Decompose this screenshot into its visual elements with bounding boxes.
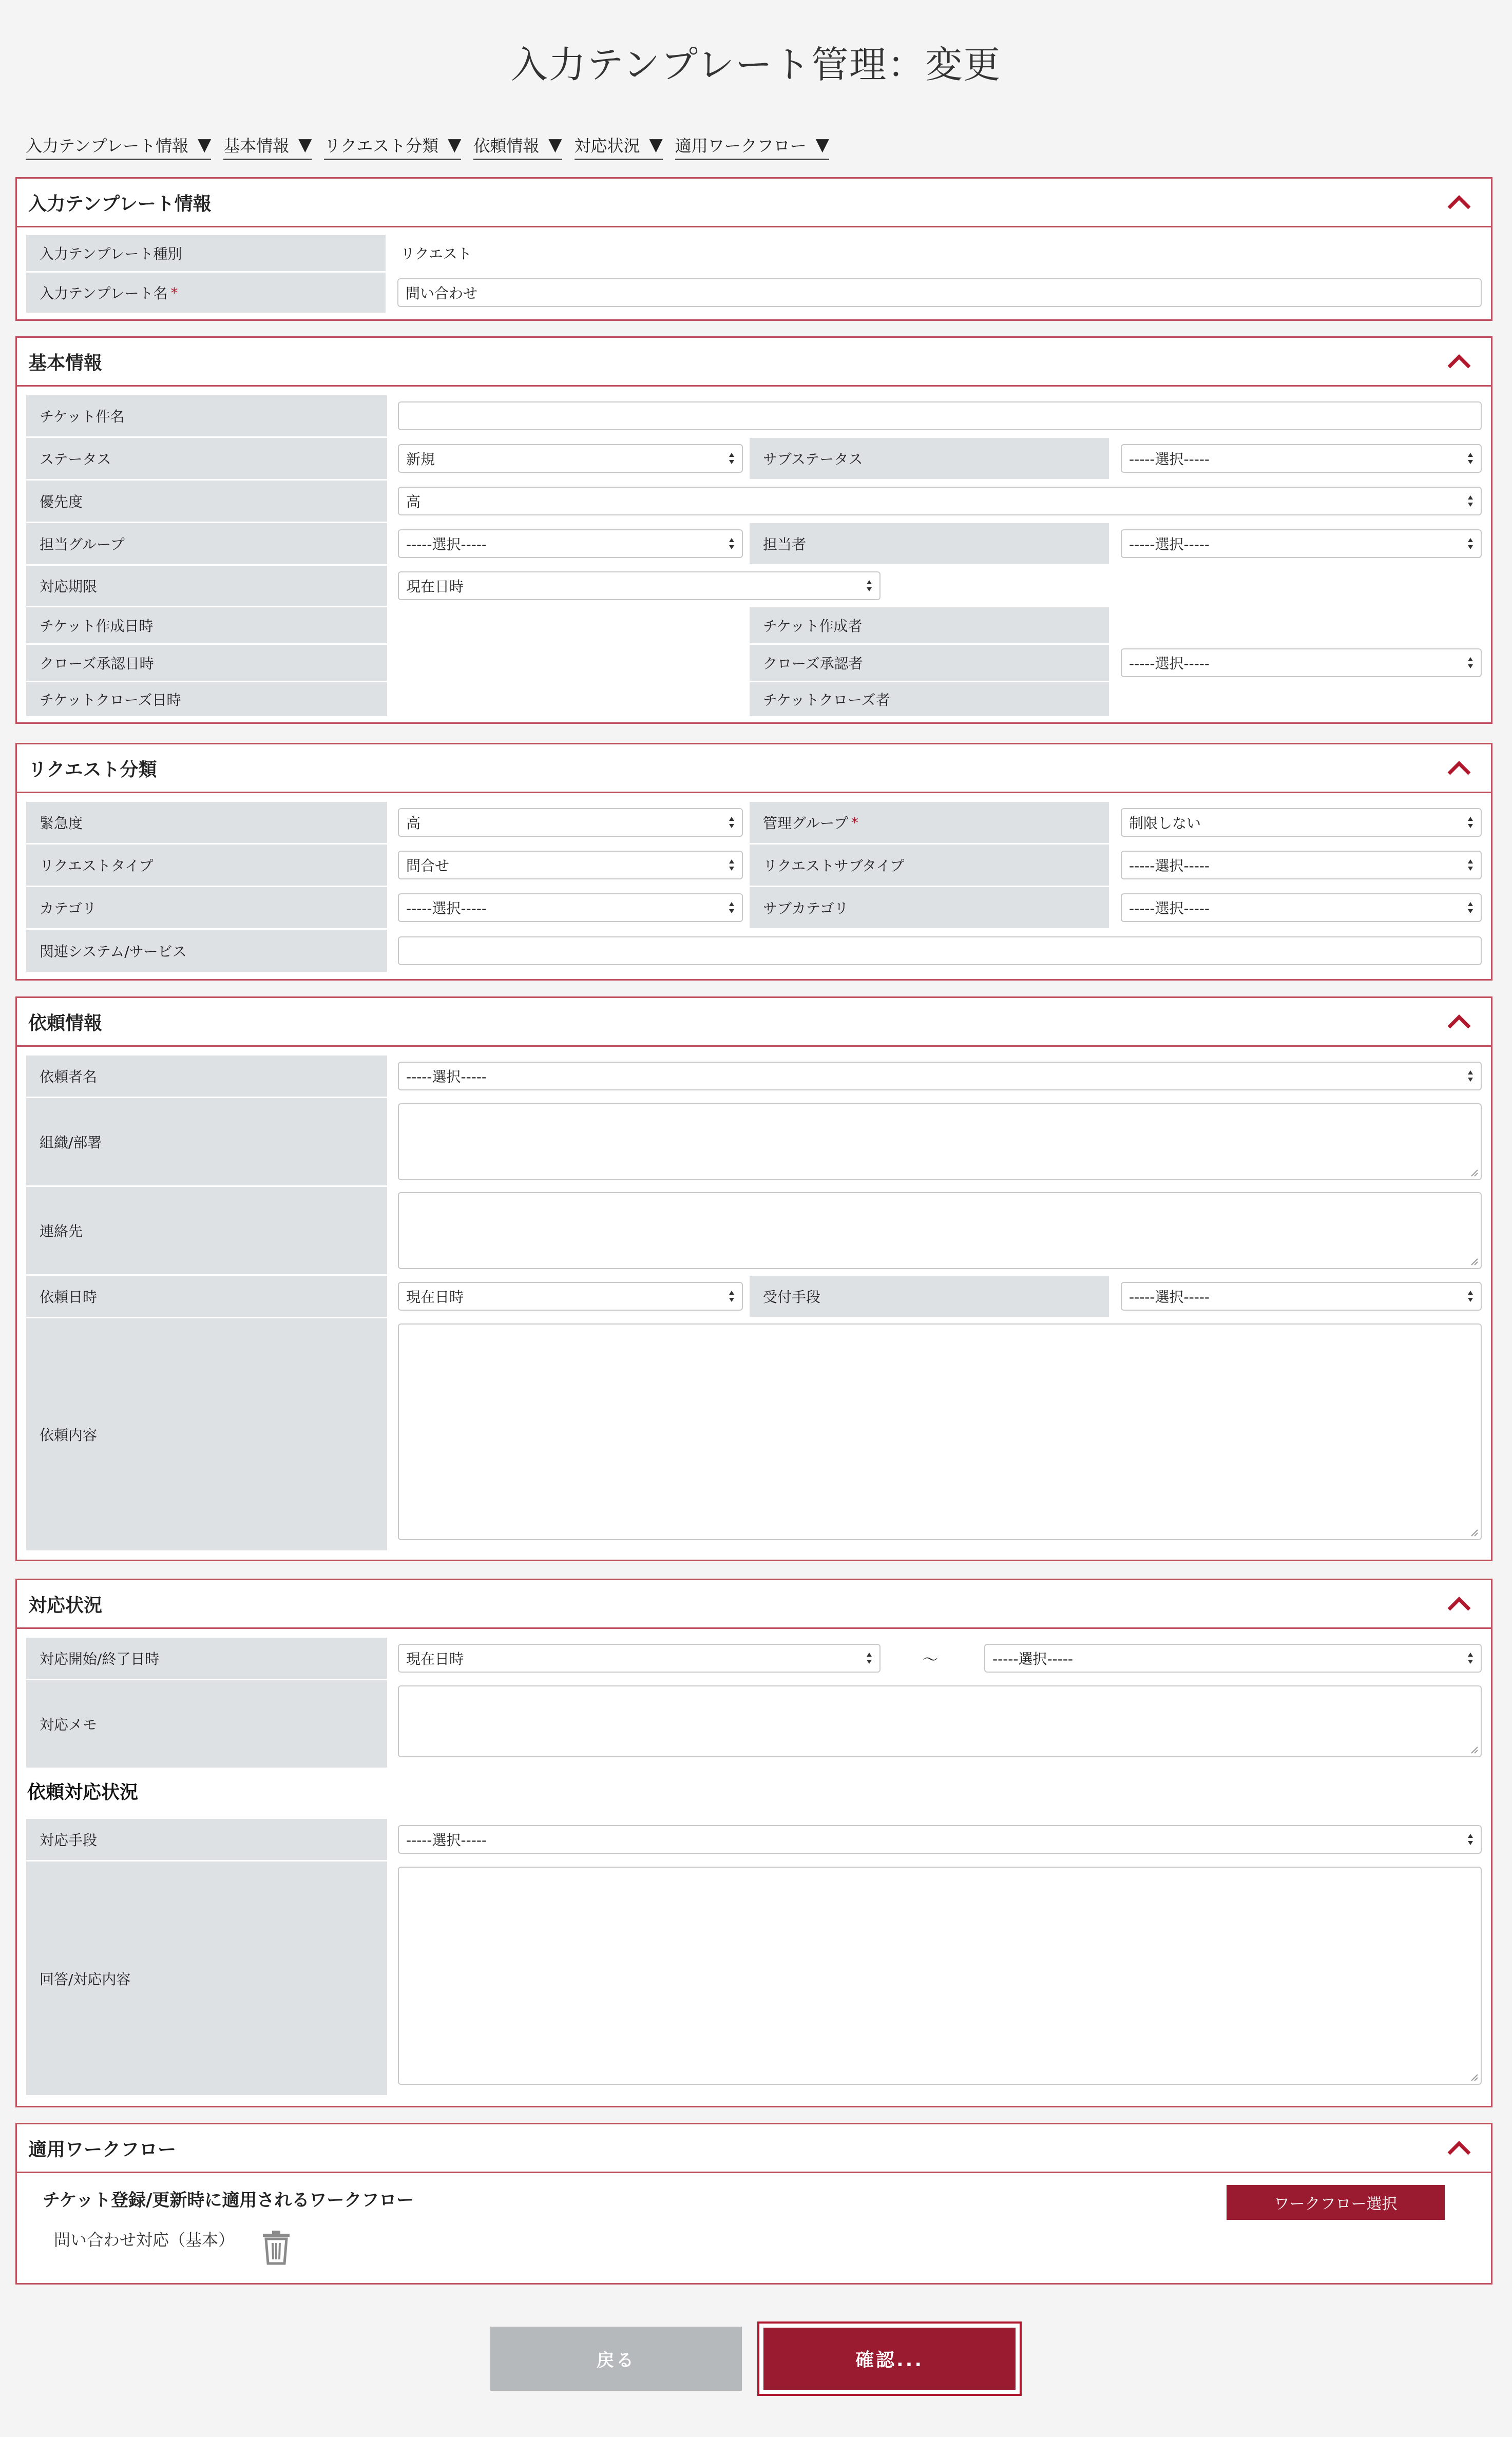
- select-arrows-icon: [729, 452, 735, 465]
- triangle-down-icon: ▼: [198, 134, 212, 155]
- field-label: 入力テンプレート種別: [26, 235, 386, 271]
- section-title: リクエスト分類: [28, 759, 157, 780]
- select-arrows-icon: [1467, 1652, 1473, 1665]
- triangle-down-icon: ▼: [298, 134, 312, 155]
- close-approver-select[interactable]: -----選択-----: [1121, 648, 1482, 677]
- request-type-select[interactable]: 問合せ: [398, 851, 743, 879]
- field-label: 依頼内容: [26, 1318, 387, 1550]
- response-start-select[interactable]: 現在日時: [398, 1644, 881, 1673]
- field-label: 緊急度: [26, 802, 387, 843]
- form-row: [26, 1819, 1482, 1860]
- select-arrows-icon: [729, 858, 735, 872]
- select-arrows-icon: [729, 537, 735, 550]
- select-arrows-icon: [1467, 1833, 1473, 1846]
- field-value-cell: [389, 566, 1482, 606]
- select-arrows-icon: [729, 901, 735, 914]
- form-row: [26, 682, 1482, 716]
- form-row: [26, 930, 1482, 972]
- form-row: [26, 645, 1482, 681]
- assignee-select[interactable]: -----選択-----: [1121, 529, 1482, 558]
- resize-grip-icon: [1469, 2073, 1479, 2082]
- field-value-cell: [387, 273, 1482, 313]
- select-arrows-icon: [866, 579, 872, 592]
- field-value-cell: [1111, 682, 1482, 716]
- trash-icon[interactable]: [261, 2230, 292, 2266]
- field-value-cell: [389, 1638, 1482, 1679]
- range-separator: 〜: [923, 1651, 938, 1669]
- section-header: [17, 179, 1491, 227]
- subsection-title: 依頼対応状況: [27, 1782, 139, 1803]
- field-label: 担当グループ: [26, 523, 387, 564]
- field-value-cell: [1111, 645, 1482, 681]
- section-response-status: [15, 1579, 1492, 2107]
- field-value-cell: [1111, 802, 1482, 843]
- section-title: 依頼情報: [28, 1012, 103, 1034]
- field-value-cell: [387, 235, 1482, 271]
- field-label: 組織/部署: [26, 1098, 387, 1185]
- workflow-item-name: 問い合わせ対応（基本）: [54, 2230, 235, 2250]
- field-value-cell: [389, 607, 748, 643]
- form-row: [26, 1638, 1482, 1679]
- field-value-cell: [389, 645, 748, 681]
- contact-textarea[interactable]: [398, 1192, 1482, 1269]
- field-value-cell: [1111, 607, 1482, 643]
- resize-grip-icon: [1469, 1528, 1479, 1537]
- field-value-cell: [389, 845, 748, 886]
- section-workflow: [15, 2123, 1492, 2285]
- field-label: 依頼者名: [26, 1056, 387, 1097]
- request-subtype-select[interactable]: -----選択-----: [1121, 851, 1482, 879]
- field-value-cell: [389, 1187, 1482, 1274]
- triangle-down-icon: ▼: [649, 134, 663, 155]
- field-value-cell: [389, 1276, 748, 1317]
- workflow-description: チケット登録/更新時に適用されるワークフロー: [43, 2190, 414, 2211]
- section-title: 基本情報: [28, 352, 103, 374]
- field-label: クローズ承認日時: [26, 645, 387, 681]
- section-client-info: [15, 996, 1492, 1561]
- form-row: [26, 566, 1482, 606]
- field-label: チケット作成者: [750, 607, 1109, 643]
- answer-content-textarea[interactable]: [398, 1867, 1482, 2085]
- response-end-select[interactable]: -----選択-----: [984, 1644, 1482, 1673]
- form-row: [26, 802, 1482, 843]
- field-label: 対応開始/終了日時: [26, 1638, 387, 1679]
- status-select[interactable]: 新規: [398, 444, 743, 473]
- back-button[interactable]: 戻る: [490, 2327, 742, 2391]
- select-arrows-icon: [1467, 537, 1473, 550]
- select-arrows-icon: [1467, 858, 1473, 872]
- field-value-cell: [389, 930, 1482, 972]
- collapse-icon[interactable]: [1444, 1588, 1475, 1619]
- field-label: チケットクローズ日時: [26, 682, 387, 716]
- section-header: [17, 744, 1491, 793]
- field-value-cell: [389, 1680, 1482, 1768]
- form-row: [26, 523, 1482, 564]
- form-row: [26, 1187, 1482, 1274]
- field-value-cell: [1111, 887, 1482, 928]
- select-arrows-icon: [866, 1652, 872, 1665]
- reception-method-select[interactable]: -----選択-----: [1121, 1282, 1482, 1311]
- confirm-button-frame: [757, 2321, 1022, 2396]
- field-label: 対応期限: [26, 566, 387, 606]
- field-label: 担当者: [750, 523, 1109, 564]
- field-label: 依頼日時: [26, 1276, 387, 1317]
- field-value-cell: [389, 1862, 1482, 2095]
- anchor-basic-info[interactable]: 基本情報 ▼: [223, 133, 312, 160]
- form-row: [26, 1862, 1482, 2095]
- field-label: 連絡先: [26, 1187, 387, 1274]
- section-header: [17, 998, 1491, 1047]
- resize-grip-icon: [1469, 1257, 1479, 1266]
- response-memo-textarea[interactable]: [398, 1685, 1482, 1757]
- management-group-select[interactable]: 制限しない: [1121, 808, 1482, 837]
- field-value-cell: [389, 887, 748, 928]
- template-type-value: リクエスト: [400, 245, 472, 262]
- field-value-cell: [1111, 523, 1482, 564]
- select-arrows-icon: [1467, 901, 1473, 914]
- anchor-response-status[interactable]: 対応状況 ▼: [575, 133, 663, 160]
- form-row: [26, 845, 1482, 886]
- assignee-group-select[interactable]: -----選択-----: [398, 529, 743, 558]
- field-value-cell: [1111, 1276, 1482, 1317]
- collapse-icon[interactable]: [1444, 187, 1475, 218]
- collapse-icon[interactable]: [1444, 1006, 1475, 1037]
- field-label: ステータス: [26, 438, 387, 479]
- field-label: チケットクローズ者: [750, 682, 1109, 716]
- field-value-cell: [389, 438, 748, 479]
- field-value-cell: [389, 1819, 1482, 1860]
- field-value-cell: [389, 802, 748, 843]
- field-label: リクエストサブタイプ: [750, 845, 1109, 886]
- page-title: 入力テンプレート管理：変更: [510, 43, 1002, 86]
- form-row: [26, 1098, 1482, 1185]
- field-label: 優先度: [26, 481, 387, 522]
- resize-grip-icon: [1469, 1745, 1479, 1754]
- field-value-cell: [389, 1056, 1482, 1097]
- section-request-category: [15, 743, 1492, 981]
- field-value-cell: [389, 395, 1482, 436]
- field-value-cell: [389, 481, 1482, 522]
- related-system-input[interactable]: [398, 936, 1482, 965]
- category-select[interactable]: -----選択-----: [398, 893, 743, 922]
- section-title: 適用ワークフロー: [28, 2139, 177, 2160]
- requester-select[interactable]: -----選択-----: [398, 1062, 1482, 1090]
- field-label: サブステータス: [750, 438, 1109, 479]
- triangle-down-icon: ▼: [448, 134, 462, 155]
- urgency-select[interactable]: 高: [398, 808, 743, 837]
- form-row: [26, 1680, 1482, 1768]
- field-value-cell: [389, 1318, 1482, 1550]
- organization-textarea[interactable]: [398, 1103, 1482, 1180]
- section-title: 対応状況: [28, 1595, 103, 1616]
- field-label: サブカテゴリ: [750, 887, 1109, 928]
- field-label: 管理グループ *: [750, 802, 1109, 843]
- field-label: 対応手段: [26, 1819, 387, 1860]
- field-label: チケット作成日時: [26, 607, 387, 643]
- response-method-select[interactable]: -----選択-----: [398, 1825, 1482, 1854]
- field-label: リクエストタイプ: [26, 845, 387, 886]
- ticket-subject-input[interactable]: [398, 401, 1482, 430]
- anchor-template-info[interactable]: 入力テンプレート情報 ▼: [26, 133, 211, 160]
- select-arrows-icon: [729, 816, 735, 829]
- workflow-select-button[interactable]: ワークフロー選択: [1227, 2185, 1445, 2220]
- form-row: [26, 438, 1482, 479]
- field-label: 関連システム/サービス: [26, 930, 387, 972]
- field-value-cell: [1111, 438, 1482, 479]
- form-row: [26, 481, 1482, 522]
- section-template-info: [15, 177, 1492, 321]
- form-row: [26, 273, 1482, 313]
- field-value-cell: [389, 1098, 1482, 1185]
- section-header: [17, 2124, 1491, 2173]
- subcategory-select[interactable]: -----選択-----: [1121, 893, 1482, 922]
- priority-select[interactable]: 高: [398, 487, 1482, 515]
- field-label: 対応メモ: [26, 1680, 387, 1768]
- section-header: [17, 1580, 1491, 1629]
- field-label: 入力テンプレート名 *: [26, 273, 386, 313]
- select-arrows-icon: [1467, 1290, 1473, 1303]
- form-row: [26, 887, 1482, 928]
- field-label: クローズ承認者: [750, 645, 1109, 681]
- triangle-down-icon: ▼: [815, 134, 829, 155]
- triangle-down-icon: ▼: [548, 134, 562, 155]
- required-mark: *: [851, 814, 858, 831]
- required-mark: *: [170, 284, 178, 301]
- field-label: 回答/対応内容: [26, 1862, 387, 2095]
- collapse-icon[interactable]: [1444, 346, 1475, 377]
- form-row: [26, 235, 1482, 271]
- section-anchor-nav: [26, 131, 841, 162]
- form-row: [26, 1056, 1482, 1097]
- collapse-icon[interactable]: [1444, 2133, 1475, 2163]
- field-value-cell: [389, 523, 748, 564]
- request-date-select[interactable]: 現在日時: [398, 1282, 743, 1311]
- form-row: [26, 1276, 1482, 1317]
- resize-grip-icon: [1469, 1168, 1479, 1177]
- substatus-select[interactable]: -----選択-----: [1121, 444, 1482, 473]
- section-header: [17, 338, 1491, 387]
- request-content-textarea[interactable]: [398, 1323, 1482, 1540]
- field-label: カテゴリ: [26, 887, 387, 928]
- field-label: 受付手段: [750, 1276, 1109, 1317]
- collapse-icon[interactable]: [1444, 753, 1475, 783]
- field-value-cell: [389, 682, 748, 716]
- field-value-cell: [1111, 845, 1482, 886]
- select-arrows-icon: [1467, 1069, 1473, 1083]
- section-title: 入力テンプレート情報: [28, 193, 212, 215]
- select-arrows-icon: [1467, 656, 1473, 669]
- select-arrows-icon: [1467, 494, 1473, 508]
- form-row: [26, 607, 1482, 643]
- select-arrows-icon: [1467, 452, 1473, 465]
- deadline-select[interactable]: 現在日時: [398, 571, 881, 600]
- anchor-request-category[interactable]: リクエスト分類 ▼: [324, 133, 461, 160]
- field-label: チケット件名: [26, 395, 387, 436]
- anchor-workflow[interactable]: 適用ワークフロー ▼: [675, 133, 829, 160]
- form-row: [26, 395, 1482, 436]
- template-name-input[interactable]: 問い合わせ: [397, 278, 1482, 307]
- form-row: [26, 1318, 1482, 1550]
- select-arrows-icon: [729, 1290, 735, 1303]
- anchor-client-info[interactable]: 依頼情報 ▼: [473, 133, 562, 160]
- confirm-button[interactable]: 確認...: [763, 2328, 1016, 2390]
- select-arrows-icon: [1467, 816, 1473, 829]
- section-basic-info: [15, 336, 1492, 724]
